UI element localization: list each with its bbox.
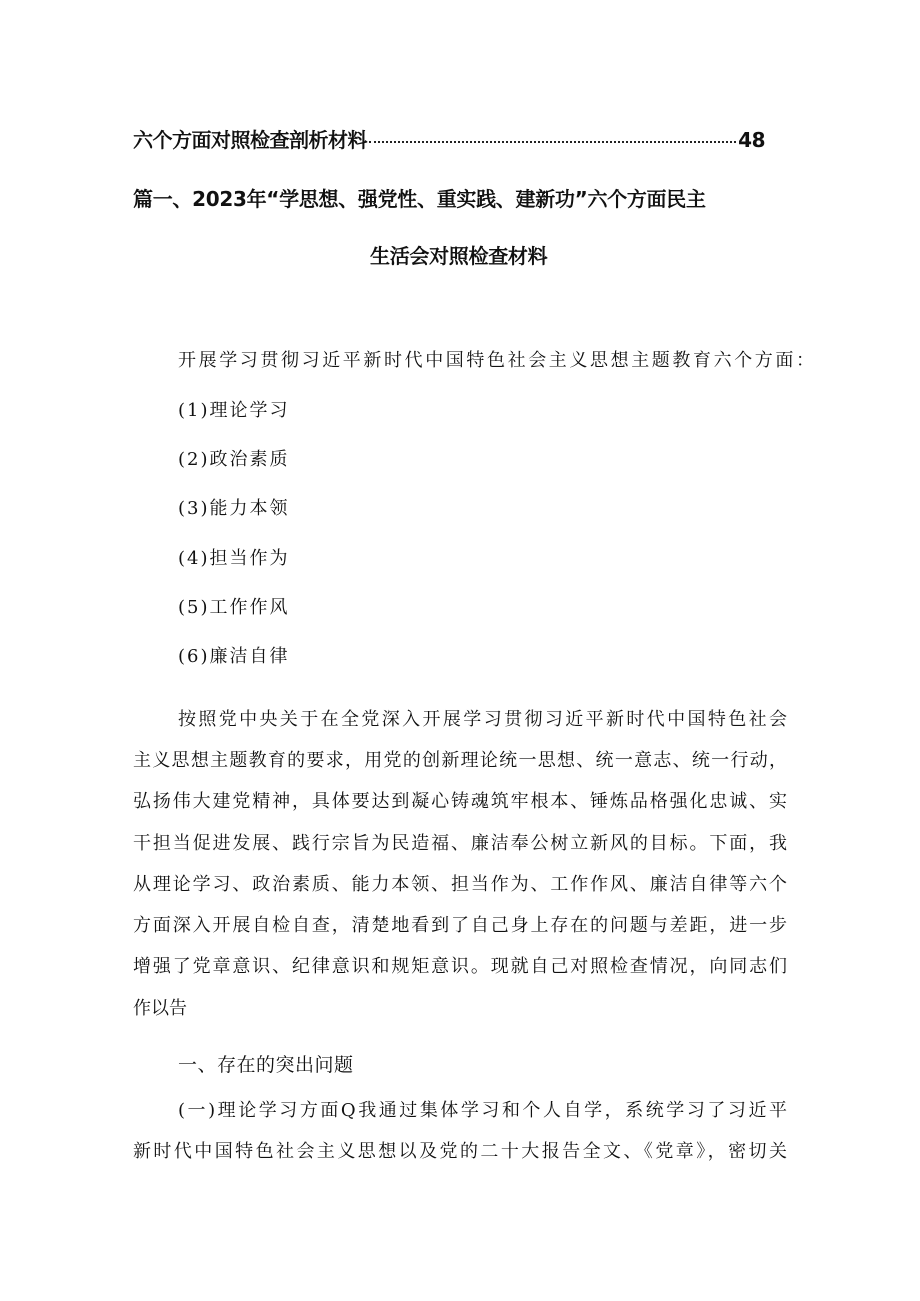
body-text-line: 方面深入开展自检自查，清楚地看到了自己身上存在的问题与差距，进一步 — [133, 915, 787, 936]
aspect-item: (3)能力本领 — [178, 498, 290, 519]
section-heading: 一、存在的突出问题 — [178, 1054, 354, 1076]
body-text-line: 增强了党章意识、纪律意识和规矩意识。现就自己对照检查情况，向同志们 — [133, 956, 787, 977]
aspect-item: (2)政治素质 — [178, 449, 290, 470]
document-title-line-1: 篇一、2023年“学思想、强党性、重实践、建新功”六个方面民主 — [133, 187, 706, 211]
aspect-item: (4)担当作为 — [178, 548, 290, 569]
toc-entry-text: 六个方面对照检查剖析材料 — [133, 128, 367, 152]
body-text-line: 新时代中国特色社会主义思想以及党的二十大报告全文、《党章》，密切关 — [133, 1141, 787, 1162]
body-text-line: (一)理论学习方面Q我通过集体学习和个人自学，系统学习了习近平 — [178, 1100, 787, 1121]
intro-paragraph: 开展学习贯彻习近平新时代中国特色社会主义思想主题教育六个方面： — [178, 350, 817, 371]
aspect-item: (5)工作作风 — [178, 597, 290, 618]
body-text-line: 弘扬伟大建党精神，具体要达到凝心铸魂筑牢根本、锤炼品格强化忠诚、实 — [133, 791, 787, 812]
aspect-item: (6)廉洁自律 — [178, 646, 290, 667]
toc-page-number: 48 — [738, 128, 765, 152]
body-text-line: 按照党中央关于在全党深入开展学习贯彻习近平新时代中国特色社会 — [178, 709, 787, 730]
aspect-item: (1)理论学习 — [178, 400, 290, 421]
body-text-line: 主义思想主题教育的要求，用党的创新理论统一思想、统一意志、统一行动， — [133, 750, 787, 771]
toc-dot-leader — [369, 141, 736, 143]
document-title-line-2: 生活会对照检查材料 — [370, 244, 548, 268]
body-text-line: 作以告 — [133, 998, 187, 1019]
toc-entry[interactable] — [133, 124, 765, 156]
body-text-line: 干担当促进发展、践行宗旨为民造福、廉洁奉公树立新风的目标。下面，我 — [133, 833, 787, 854]
body-text-line: 从理论学习、政治素质、能力本领、担当作为、工作作风、廉洁自律等六个 — [133, 874, 787, 895]
